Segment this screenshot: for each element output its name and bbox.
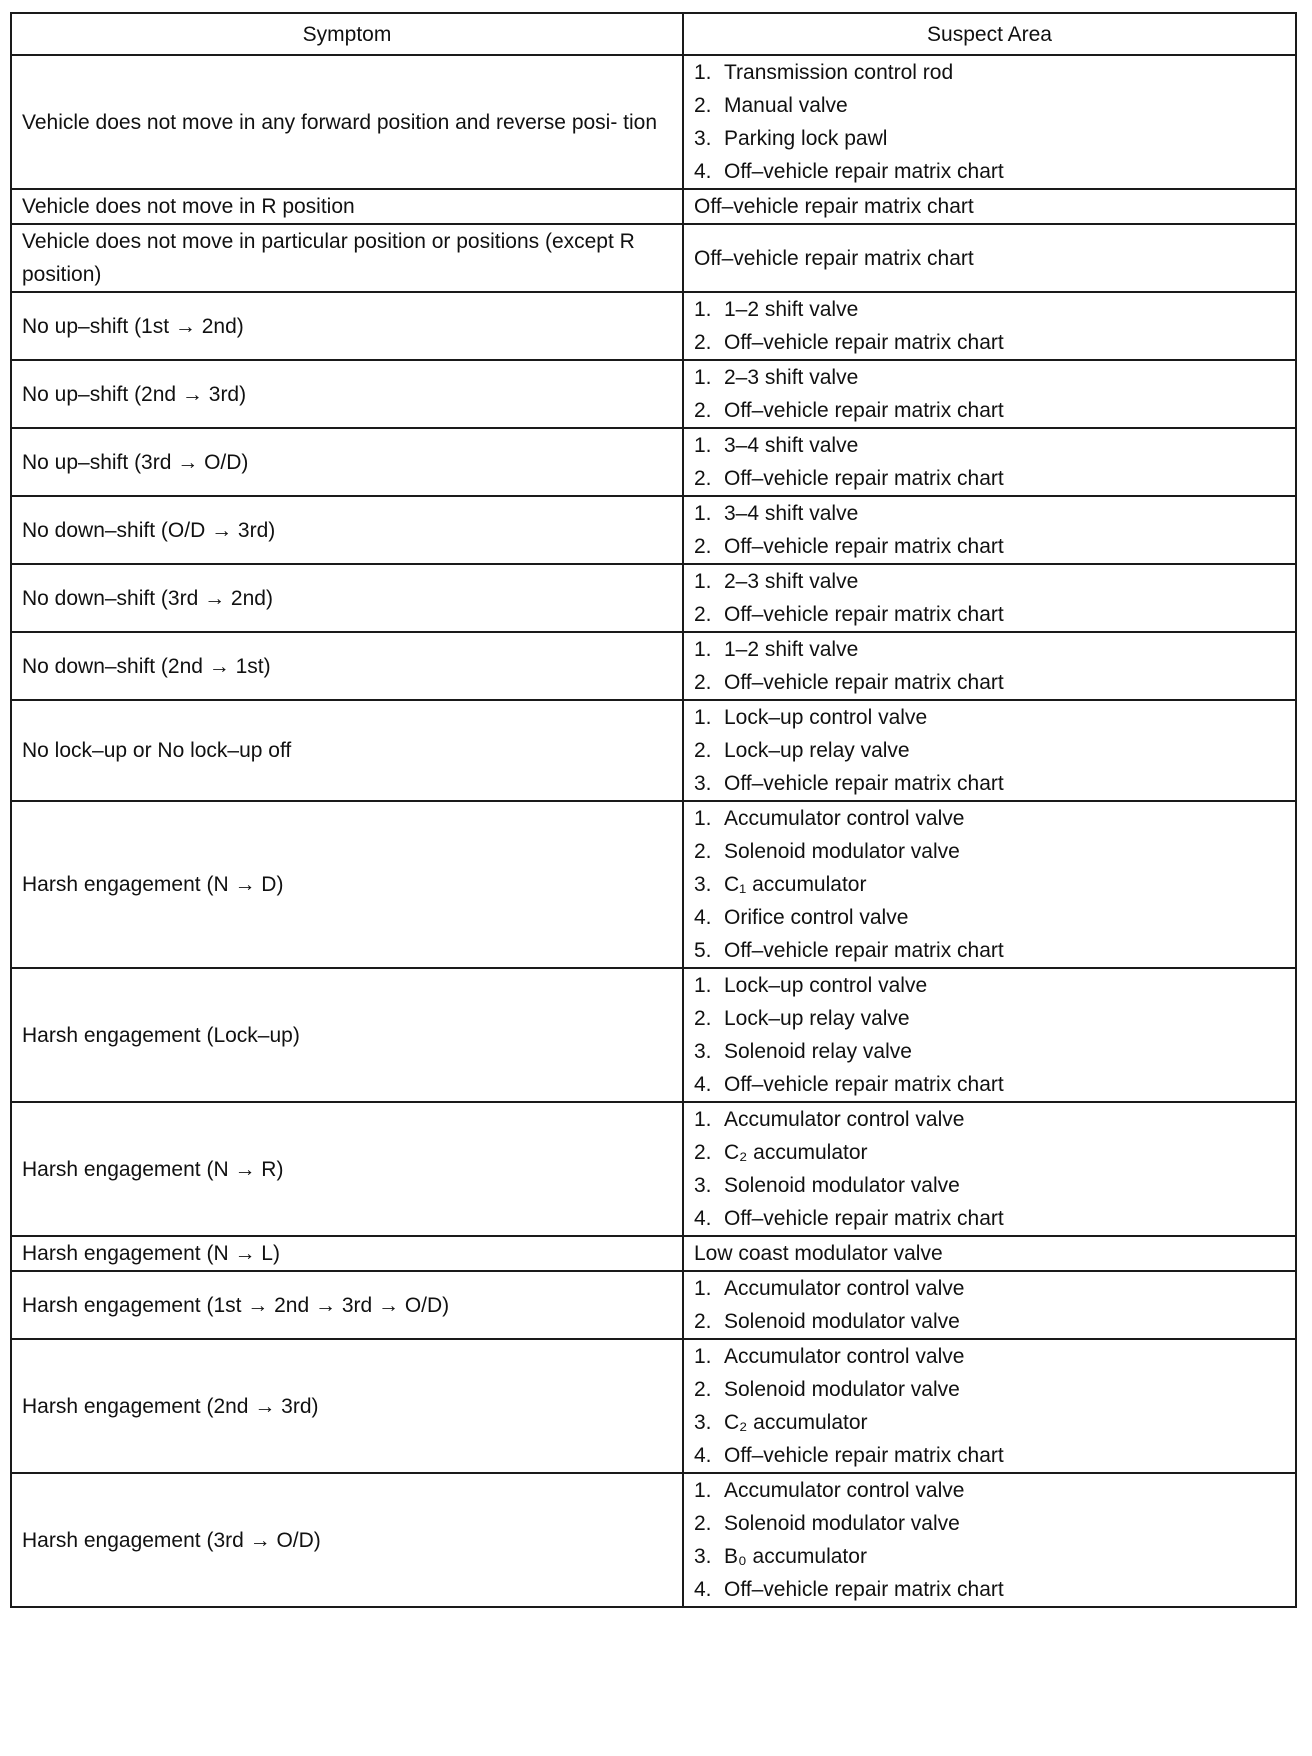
suspect-item bbox=[694, 122, 1285, 155]
table-row bbox=[11, 292, 1296, 360]
suspect-item bbox=[694, 89, 1285, 122]
item-number: 3. bbox=[694, 1545, 712, 1568]
suspect-item bbox=[694, 462, 1285, 495]
item-text: Manual valve bbox=[724, 94, 848, 117]
suspect-item bbox=[694, 155, 1285, 188]
symptom-cell: Harsh engagement (N → D) bbox=[11, 801, 683, 968]
table-row bbox=[11, 428, 1296, 496]
item-number: 2. bbox=[694, 467, 712, 490]
suspect-item bbox=[694, 901, 1285, 934]
item-text: Off–vehicle repair matrix chart bbox=[724, 939, 1004, 962]
suspect-item bbox=[694, 598, 1285, 631]
item-number: 1. bbox=[694, 974, 712, 997]
item-text: Solenoid modulator valve bbox=[724, 840, 960, 863]
symptom-cell: Harsh engagement (N → L) bbox=[11, 1236, 683, 1271]
symptom-cell: Vehicle does not move in particular position or positions (except R position) bbox=[11, 224, 683, 292]
suspect-item bbox=[694, 394, 1285, 427]
suspect-item bbox=[694, 1474, 1285, 1507]
item-number: 3. bbox=[694, 873, 712, 896]
item-number: 4. bbox=[694, 1207, 712, 1230]
suspect-item bbox=[694, 1103, 1285, 1136]
table-row bbox=[11, 700, 1296, 801]
suspect-item bbox=[694, 326, 1285, 359]
suspect-item bbox=[694, 934, 1285, 967]
item-number: 1. bbox=[694, 502, 712, 525]
table-row bbox=[11, 360, 1296, 428]
item-text: 1–2 shift valve bbox=[724, 638, 859, 661]
table-row bbox=[11, 1271, 1296, 1339]
header-suspect-area: Suspect Area bbox=[683, 13, 1296, 55]
item-text: Off–vehicle repair matrix chart bbox=[724, 1578, 1004, 1601]
item-text: Accumulator control valve bbox=[724, 807, 965, 830]
item-text: Off–vehicle repair matrix chart bbox=[724, 1207, 1004, 1230]
item-text: Lock–up relay valve bbox=[724, 1007, 910, 1030]
item-text: 2–3 shift valve bbox=[724, 570, 859, 593]
table-row bbox=[11, 968, 1296, 1102]
item-text: Accumulator control valve bbox=[724, 1108, 965, 1131]
suspect-area-cell bbox=[683, 360, 1296, 428]
item-number: 4. bbox=[694, 906, 712, 929]
item-text: Off–vehicle repair matrix chart bbox=[724, 399, 1004, 422]
symptom-cell: Harsh engagement (2nd → 3rd) bbox=[11, 1339, 683, 1473]
suspect-item bbox=[694, 1272, 1285, 1305]
table-row bbox=[11, 801, 1296, 968]
table-row bbox=[11, 1473, 1296, 1607]
suspect-item bbox=[694, 361, 1285, 394]
symptom-cell: Harsh engagement (Lock–up) bbox=[11, 968, 683, 1102]
item-number: 1. bbox=[694, 638, 712, 661]
item-number: 2. bbox=[694, 331, 712, 354]
suspect-item bbox=[694, 56, 1285, 89]
item-number: 1. bbox=[694, 706, 712, 729]
item-text: Solenoid relay valve bbox=[724, 1040, 912, 1063]
item-number: 2. bbox=[694, 399, 712, 422]
item-text: Lock–up relay valve bbox=[724, 739, 910, 762]
suspect-area-cell bbox=[683, 1339, 1296, 1473]
item-text: Off–vehicle repair matrix chart bbox=[724, 467, 1004, 490]
item-text: B₀ accumulator bbox=[724, 1545, 867, 1568]
item-number: 3. bbox=[694, 1411, 712, 1434]
table-row bbox=[11, 496, 1296, 564]
item-number: 4. bbox=[694, 1578, 712, 1601]
item-text: Off–vehicle repair matrix chart bbox=[724, 331, 1004, 354]
item-text: 1–2 shift valve bbox=[724, 298, 859, 321]
item-number: 1. bbox=[694, 1108, 712, 1131]
suspect-item bbox=[694, 1068, 1285, 1101]
item-text: Lock–up control valve bbox=[724, 706, 928, 729]
symptom-cell: No up–shift (2nd → 3rd) bbox=[11, 360, 683, 428]
troubleshooting-table bbox=[10, 12, 1297, 1608]
symptom-cell: Harsh engagement (1st → 2nd → 3rd → O/D) bbox=[11, 1271, 683, 1339]
symptom-cell: No down–shift (O/D → 3rd) bbox=[11, 496, 683, 564]
item-text: Parking lock pawl bbox=[724, 127, 888, 150]
item-text: Solenoid modulator valve bbox=[724, 1512, 960, 1535]
item-text: Solenoid modulator valve bbox=[724, 1378, 960, 1401]
table-row bbox=[11, 632, 1296, 700]
item-text: Transmission control rod bbox=[724, 61, 954, 84]
suspect-area-cell bbox=[683, 632, 1296, 700]
suspect-item bbox=[694, 1305, 1285, 1338]
item-text: 2–3 shift valve bbox=[724, 366, 859, 389]
suspect-item bbox=[694, 701, 1285, 734]
suspect-area-cell bbox=[683, 55, 1296, 189]
suspect-area-cell bbox=[683, 292, 1296, 360]
suspect-item bbox=[694, 1373, 1285, 1406]
symptom-cell: Vehicle does not move in any forward position and reverse posi- tion bbox=[11, 55, 683, 189]
table-row bbox=[11, 1236, 1296, 1271]
suspect-item bbox=[694, 1169, 1285, 1202]
suspect-area-cell: Off–vehicle repair matrix chart bbox=[683, 224, 1296, 292]
item-number: 1. bbox=[694, 570, 712, 593]
item-number: 2. bbox=[694, 671, 712, 694]
suspect-item bbox=[694, 969, 1285, 1002]
suspect-item bbox=[694, 293, 1285, 326]
item-number: 4. bbox=[694, 1444, 712, 1467]
item-number: 2. bbox=[694, 1007, 712, 1030]
item-number: 2. bbox=[694, 1310, 712, 1333]
symptom-cell: Vehicle does not move in R position bbox=[11, 189, 683, 224]
item-text: Lock–up control valve bbox=[724, 974, 928, 997]
item-number: 1. bbox=[694, 1345, 712, 1368]
item-number: 2. bbox=[694, 1378, 712, 1401]
suspect-area-cell bbox=[683, 564, 1296, 632]
table-row bbox=[11, 189, 1296, 224]
suspect-item bbox=[694, 1136, 1285, 1169]
suspect-item bbox=[694, 767, 1285, 800]
suspect-item bbox=[694, 734, 1285, 767]
suspect-area-cell: Low coast modulator valve bbox=[683, 1236, 1296, 1271]
table-row bbox=[11, 1102, 1296, 1236]
suspect-item bbox=[694, 1439, 1285, 1472]
suspect-item bbox=[694, 1035, 1285, 1068]
symptom-cell: No lock–up or No lock–up off bbox=[11, 700, 683, 801]
item-text: Accumulator control valve bbox=[724, 1277, 965, 1300]
suspect-item bbox=[694, 666, 1285, 699]
item-number: 1. bbox=[694, 1479, 712, 1502]
symptom-cell: No up–shift (1st → 2nd) bbox=[11, 292, 683, 360]
item-number: 2. bbox=[694, 535, 712, 558]
item-number: 3. bbox=[694, 127, 712, 150]
item-number: 2. bbox=[694, 1512, 712, 1535]
item-number: 2. bbox=[694, 1141, 712, 1164]
suspect-area-cell bbox=[683, 968, 1296, 1102]
item-text: Accumulator control valve bbox=[724, 1479, 965, 1502]
suspect-item bbox=[694, 565, 1285, 598]
item-number: 2. bbox=[694, 94, 712, 117]
item-number: 1. bbox=[694, 434, 712, 457]
item-text: Off–vehicle repair matrix chart bbox=[724, 1444, 1004, 1467]
suspect-item bbox=[694, 1573, 1285, 1606]
item-number: 2. bbox=[694, 603, 712, 626]
item-number: 4. bbox=[694, 1073, 712, 1096]
item-number: 1. bbox=[694, 298, 712, 321]
suspect-item bbox=[694, 802, 1285, 835]
suspect-item bbox=[694, 530, 1285, 563]
item-number: 2. bbox=[694, 840, 712, 863]
item-text: C₂ accumulator bbox=[724, 1141, 868, 1164]
suspect-item bbox=[694, 1002, 1285, 1035]
item-number: 1. bbox=[694, 61, 712, 84]
table-row bbox=[11, 564, 1296, 632]
suspect-area-cell bbox=[683, 1473, 1296, 1607]
item-number: 5. bbox=[694, 939, 712, 962]
suspect-area-cell bbox=[683, 1271, 1296, 1339]
suspect-item bbox=[694, 1540, 1285, 1573]
item-number: 1. bbox=[694, 1277, 712, 1300]
item-text: Accumulator control valve bbox=[724, 1345, 965, 1368]
item-number: 4. bbox=[694, 160, 712, 183]
suspect-area-cell bbox=[683, 1102, 1296, 1236]
item-text: Solenoid modulator valve bbox=[724, 1310, 960, 1333]
suspect-item bbox=[694, 1340, 1285, 1373]
item-number: 1. bbox=[694, 807, 712, 830]
symptom-cell: No up–shift (3rd → O/D) bbox=[11, 428, 683, 496]
suspect-item bbox=[694, 835, 1285, 868]
suspect-item bbox=[694, 1202, 1285, 1235]
suspect-item bbox=[694, 1507, 1285, 1540]
item-text: C₂ accumulator bbox=[724, 1411, 868, 1434]
item-text: Off–vehicle repair matrix chart bbox=[724, 772, 1004, 795]
table-row bbox=[11, 224, 1296, 292]
symptom-cell: No down–shift (3rd → 2nd) bbox=[11, 564, 683, 632]
table-row bbox=[11, 1339, 1296, 1473]
item-text: Off–vehicle repair matrix chart bbox=[724, 160, 1004, 183]
suspect-item bbox=[694, 633, 1285, 666]
symptom-cell: Harsh engagement (3rd → O/D) bbox=[11, 1473, 683, 1607]
suspect-item bbox=[694, 429, 1285, 462]
item-text: Off–vehicle repair matrix chart bbox=[724, 671, 1004, 694]
item-text: C₁ accumulator bbox=[724, 873, 867, 896]
table-row bbox=[11, 55, 1296, 189]
item-number: 1. bbox=[694, 366, 712, 389]
item-number: 3. bbox=[694, 772, 712, 795]
suspect-item bbox=[694, 1406, 1285, 1439]
header-row bbox=[11, 13, 1296, 55]
item-text: Solenoid modulator valve bbox=[724, 1174, 960, 1197]
header-symptom: Symptom bbox=[11, 13, 683, 55]
suspect-area-cell bbox=[683, 801, 1296, 968]
item-text: Off–vehicle repair matrix chart bbox=[724, 603, 1004, 626]
item-text: Off–vehicle repair matrix chart bbox=[724, 1073, 1004, 1096]
item-text: Orifice control valve bbox=[724, 906, 909, 929]
item-text: 3–4 shift valve bbox=[724, 502, 859, 525]
suspect-area-cell bbox=[683, 428, 1296, 496]
item-number: 2. bbox=[694, 739, 712, 762]
item-number: 3. bbox=[694, 1174, 712, 1197]
suspect-item bbox=[694, 868, 1285, 901]
item-number: 3. bbox=[694, 1040, 712, 1063]
symptom-cell: Harsh engagement (N → R) bbox=[11, 1102, 683, 1236]
suspect-area-cell bbox=[683, 496, 1296, 564]
item-text: 3–4 shift valve bbox=[724, 434, 859, 457]
item-text: Off–vehicle repair matrix chart bbox=[724, 535, 1004, 558]
suspect-area-cell: Off–vehicle repair matrix chart bbox=[683, 189, 1296, 224]
suspect-area-cell bbox=[683, 700, 1296, 801]
suspect-item bbox=[694, 497, 1285, 530]
symptom-cell: No down–shift (2nd → 1st) bbox=[11, 632, 683, 700]
